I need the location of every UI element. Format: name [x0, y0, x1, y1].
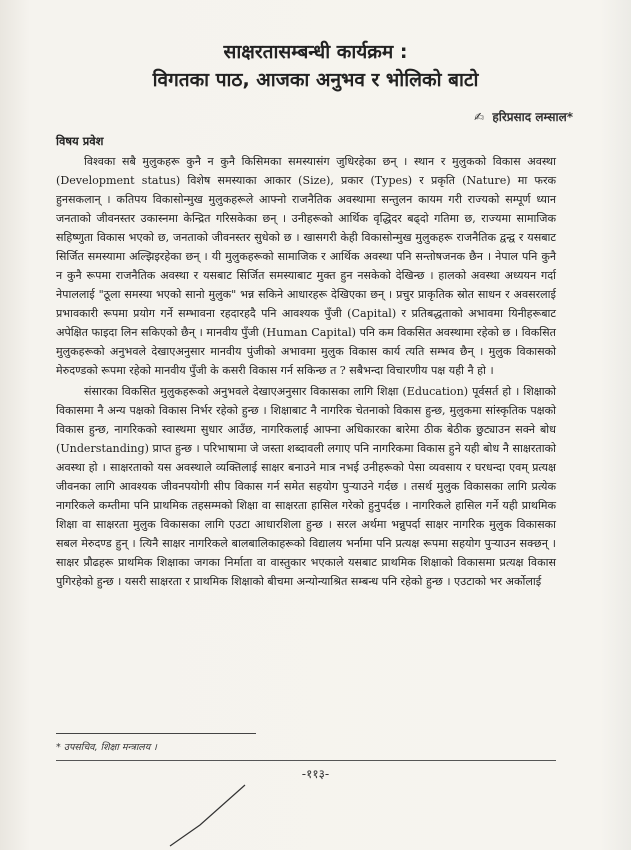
- title-line-1: साक्षरतासम्बन्धी कार्यक्रम :: [223, 41, 408, 63]
- page-bottom-rule: [56, 760, 556, 761]
- title-line-2: विगतका पाठ, आजका अनुभव र भोलिको बाटो: [152, 69, 479, 91]
- paragraph-1: विश्वका सबै मुलुकहरू कुनै न कुनै किसिमका समस्यासंग जुधिरहेका छन् । स्थान र मुलुकको विकास अवस्था (Development status) विशेष समस्याका आकार (Size), प्रकार (Types) र प्रकृति (Nature) मा फरक हुनसकलान् । कतिपय विकासोन्मुख मुलुकहरूले आफ्नो राजनैतिक अवस्थामा सन्तुलन कायम गरी राज्यको सम्पूर्ण ध्यान जनताको जीवनस्तर उकास्नमा केन्द्रित गरिसकेका छन् । उनीहरूको आर्थिक वृद्धिदर बढ्दो गतिमा छ, राज्यमा सामाजिक सहिष्णुता विकास भएको छ, जनताको जीवनस्तर सुधेको छ । खासगरी केही विकासोन्मुख मुलुकहरू राजनैतिक द्वन्द्व र यसबाट सिर्जित समस्यामा अल्झिइरहेका छन् । यी मुलुकहरूको सामाजिक र आर्थिक अवस्था पनि सन्तोषजनक छैन । नेपाल पनि कुनै न कुनै रूपमा राजनैतिक अवस्था र यसबाट सिर्जित समस्याबाट मुक्त हुन नसकेको देखिन्छ । हालको अवस्था अध्ययन गर्दा नेपाललाई "ठूला समस्या भएको सानो मुलुक" भन्न सकिने आधारहरू देखिएका छन् । प्रचुर प्राकृतिक स्रोत साधन र अवसरलाई प्रभावकारी रूपमा प्रयोग गर्ने सम्भावना रहदारहदै पनि आवश्यक पुँजी (Capital) र प्रतिबद्धताको अभावमा यिनीहरूबाट अपेक्षित फाइदा लिन सकिएको छैन् । मानवीय पुँजी (Human Capital) पनि कम विकसित अवस्थामा रहेको छ । विकसित मुलुकहरूको अनुभवले देखाएअनुसार मानवीय पुंजीको अभावमा मुलुक विकास कार्य त्यति सम्भव छैन् । मुलुक विकासको मेरुदण्डको रूपमा रहेको मानवीय पुँजी के कसरी विकास गर्न सकिन्छ त ? सबैभन्दा विचारणीय पक्ष यही नै हो ।: [56, 155, 556, 377]
- section-heading: विषय प्रवेश: [56, 134, 104, 148]
- author-byline: [474, 108, 573, 125]
- footnote-divider: [56, 733, 256, 734]
- pen-stroke-mark: [160, 780, 250, 850]
- pen-icon: ✍: [474, 110, 485, 124]
- footnote: * उपसचिव, शिक्षा मन्त्रालय ।: [56, 742, 157, 753]
- body-text: [56, 152, 556, 591]
- page-number: -११३-: [301, 767, 330, 781]
- paragraph-2: संसारका विकसित मुलुकहरूको अनुभवले देखाएअनुसार विकासका लागि शिक्षा (Education) पूर्वसर्त हो । शिक्षाको विकासमा नै अन्य पक्षको विकास निर्भर रहेको हुन्छ । शिक्षाबाट नै नागरिक चेतनाको विकास हुन्छ, मुलुकमा सांस्कृतिक पक्षको विकास हुन्छ, नागरिकको स्वास्थमा सुधार आउँछ, नागरिकलाई आफ्ना अधिकारका बारेमा ठीक बेठीक छुट्याउन सक्ने बोध (Understanding) प्राप्त हुन्छ । परिभाषामा जे जस्ता शब्दावली लगाए पनि नागरिकमा विकास हुने यही बोध नै साक्षरताको अवस्था हो । साक्षरताको यस अवस्थाले व्यक्तिलाई साक्षर बनाउने मात्र नभई उनीहरूको पेसा व्यवसाय र घरधन्दा एवम् प्रत्यक्ष जीवनका लागि आवश्यक जीवनपयोगी सीप विकास गर्न समेत सहयोग पुऱ्याउने गर्दछ । तसर्थ मुलुक विकासका लागि प्रत्येक नागरिकले कम्तीमा पनि प्राथमिक तहसम्मको शिक्षा वा साक्षरता हासिल गरेको हुनुपर्दछ । नागरिकले हासिल गर्ने यही प्राथमिक शिक्षा वा साक्षरता मुलुक विकासका लागि एउटा आधारशिला हुन्छ । सरल अर्थमा भन्नुपर्दा साक्षर नागरिक मुलुक विकासका सबल मेरुदण्ड हुन् । त्यिनै साक्षर नागरिकले बालबालिकाहरूको विद्यालय भर्नामा पनि प्रत्यक्ष रूपमा सहयोग पुऱ्याउन सक्छन् । साक्षर प्रौढहरू प्राथमिक शिक्षाका जगका निर्माता वा वास्तुकार भएकाले यसबाट प्राथमिक शिक्षाको विकासमा प्रत्यक्ष विकास पुगिरहेको हुन्छ । यसरी साक्षरता र प्राथमिक शिक्षाको बीचमा अन्योन्याश्रित सम्बन्ध पनि रहेको हुन्छ । एउटाको भर अर्कोलाई: [56, 385, 556, 588]
- author-name: हरिप्रसाद लम्साल*: [492, 110, 573, 124]
